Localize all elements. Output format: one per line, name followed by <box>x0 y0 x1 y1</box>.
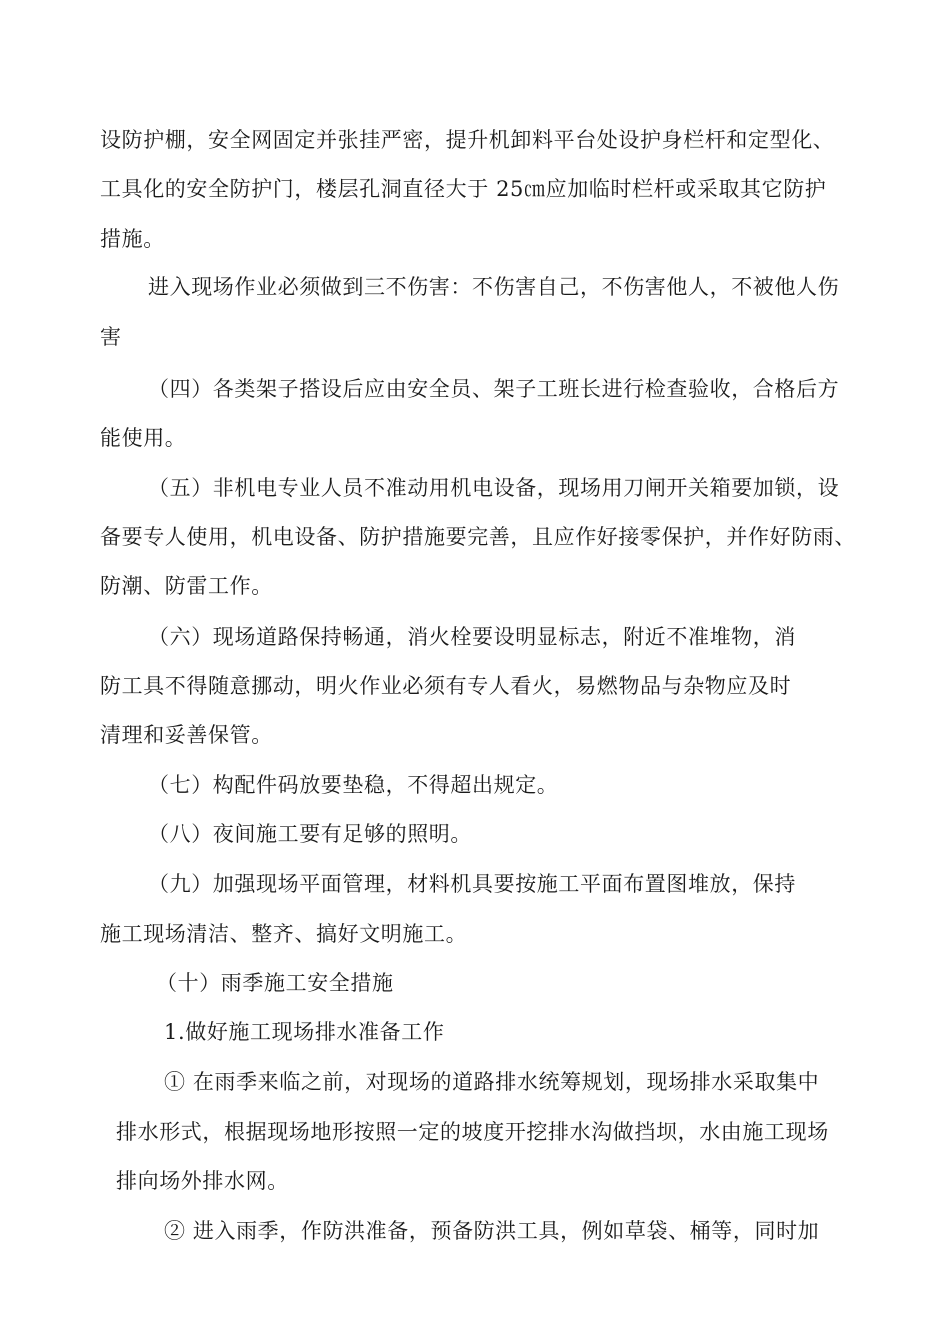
text-line: 措施。 <box>100 227 165 251</box>
text-line: （九）加强现场平面管理，材料机具要按施工平面布置图堆放，保持 <box>148 872 796 896</box>
text-line: 进入现场作业必须做到三不伤害：不伤害自己，不伤害他人，不被他人伤 <box>148 275 840 299</box>
text-line: 防工具不得随意挪动，明火作业必须有专人看火，易燃物品与杂物应及时 <box>100 674 792 698</box>
text-line: 能使用。 <box>100 426 187 450</box>
text-line: 排向场外排水网。 <box>116 1169 289 1193</box>
text-line: 清理和妥善保管。 <box>100 723 273 747</box>
text-line: ① 在雨季来临之前，对现场的道路排水统筹规划，现场排水采取集中 <box>164 1070 820 1094</box>
text-line: 1.做好施工现场排水准备工作 <box>164 1020 445 1044</box>
text-line: 排水形式，根据现场地形按照一定的坡度开挖排水沟做挡坝，水由施工现场 <box>116 1120 829 1144</box>
text-line: （十）雨季施工安全措施 <box>156 971 394 995</box>
text-line: 设防护棚，安全网固定并张挂严密，提升机卸料平台处设护身栏杆和定型化、 <box>100 128 835 152</box>
text-line: （八）夜间施工要有足够的照明。 <box>148 822 472 846</box>
text-line: （五）非机电专业人员不准动用机电设备，现场用刀闸开关箱要加锁，设 <box>148 476 840 500</box>
text-line: 工具化的安全防护门，楼层孔洞直径大于 25㎝应加临时栏杆或采取其它防护 <box>100 177 827 201</box>
text-line: 施工现场清洁、整齐、搞好文明施工。 <box>100 922 468 946</box>
text-line: ② 进入雨季，作防洪准备，预备防洪工具，例如草袋、桶等，同时加 <box>164 1219 820 1243</box>
text-line: 备要专人使用，机电设备、防护措施要完善，且应作好接零保护，并作好防雨、 <box>100 525 856 549</box>
text-line: 防潮、防雷工作。 <box>100 574 273 598</box>
text-line: （四）各类架子搭设后应由安全员、架子工班长进行检查验收，合格后方 <box>148 377 840 401</box>
text-line: （六）现场道路保持畅通，消火栓要设明显标志，附近不准堆物，消 <box>148 625 796 649</box>
text-line: （七）构配件码放要垫稳，不得超出规定。 <box>148 773 559 797</box>
text-line: 害 <box>100 325 122 349</box>
